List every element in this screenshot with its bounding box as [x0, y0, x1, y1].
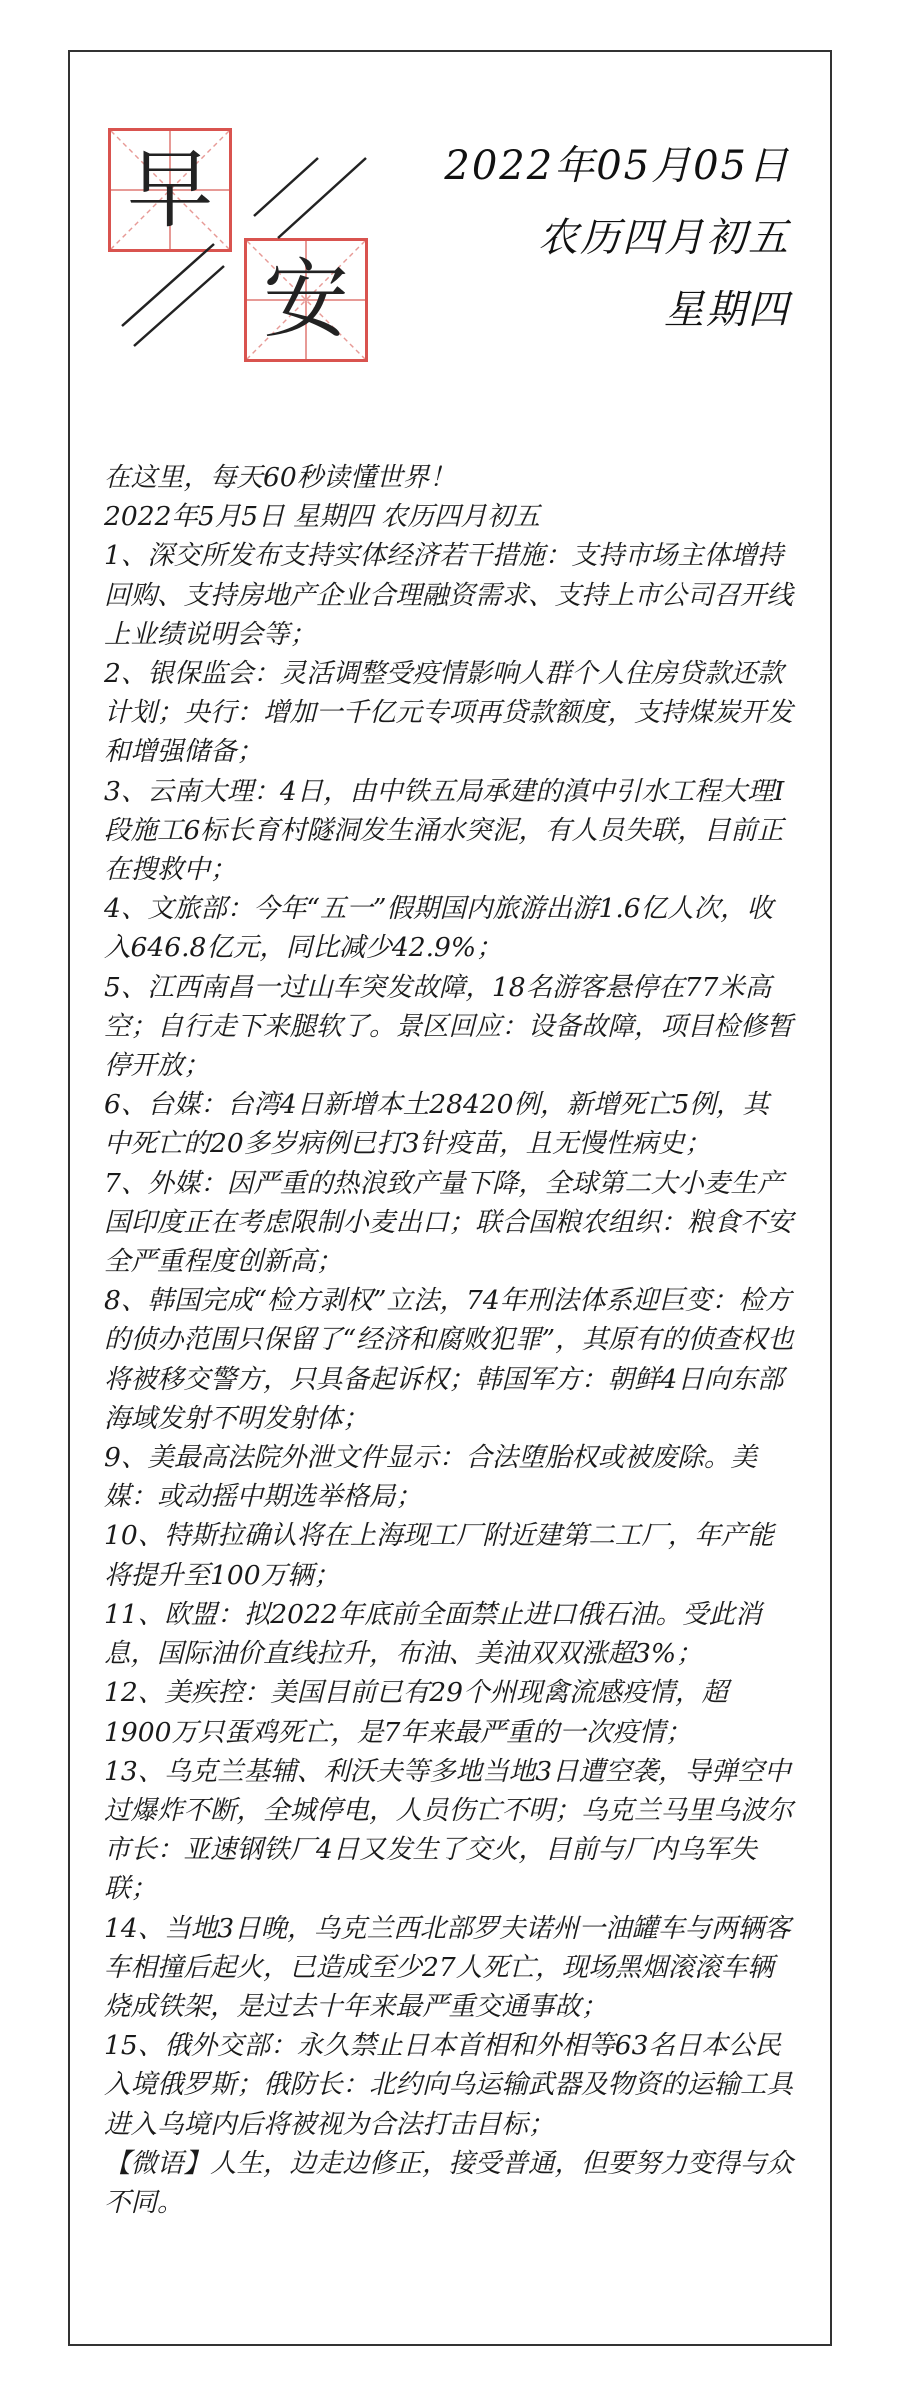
closing-quote: 【微语】人生，边走边修正，接受普通，但要努力变得与众不同。 [104, 2147, 793, 2218]
news-item: 3、云南大理：4日，由中铁五局承建的滇中引水工程大理Ⅰ段施工6标长育村隧洞发生涌水突泥，有人员失联，目前正在搜救中； [104, 775, 785, 886]
news-item: 4、文旅部：今年“五一”假期国内旅游出游1.6亿人次，收入646.8亿元，同比减少42.9%； [104, 893, 774, 964]
an-character: 安 [263, 250, 349, 350]
news-item: 13、乌克兰基辅、利沃夫等多地当地3日遭空袭，导弹空中过爆炸不断，全城停电，人员伤亡不明；乌克兰马里乌波尔市长：亚速钢铁厂4日又发生了交火，目前与厂内乌军失联； [104, 1755, 793, 1905]
date-block [444, 130, 790, 346]
news-content [104, 458, 794, 2222]
news-item: 2、银保监会：灵活调整受疫情影响人群个人住房贷款还款计划；央行：增加一千亿元专项再贷款额度，支持煤炭开发和增强储备； [104, 658, 793, 768]
zao-character: 早 [127, 140, 213, 240]
news-item: 11、欧盟：拟2022年底前全面禁止进口俄石油。受此消息，国际油价直线拉升，布油、美油双双涨超3%； [104, 1598, 762, 1670]
gregorian-date: 2022年05月05日 [444, 143, 790, 189]
news-item: 15、俄外交部：永久禁止日本首相和外相等63名日本公民入境俄罗斯；俄防长：北约向乌运输武器及物资的运输工具进入乌境内后将被视为合法打击目标； [104, 2030, 793, 2140]
intro-line: 在这里，每天60秒读懂世界！ [104, 462, 456, 493]
news-item: 10、特斯拉确认将在上海现工厂附近建第二工厂，年产能将提升至100万辆； [104, 1520, 774, 1591]
date-line: 2022年5月5日 星期四 农历四月初五 [104, 501, 541, 533]
news-item: 14、当地3日晚，乌克兰西北部罗夫诺州一油罐车与两辆客车相撞后起火，已造成至少27人死亡，现场黑烟滚滚车辆烧成铁架，是过去十年来最严重交通事故； [104, 1912, 791, 2022]
news-item: 12、美疾控：美国目前已有29个州现禽流感疫情，超1900万只蛋鸡死亡，是7年来最严重的一次疫情； [104, 1677, 728, 1748]
news-item: 5、江西南昌一过山车突发故障，18名游客悬停在77米高空；自行走下来腿软了。景区回应：设备故障，项目检修暂停开放； [104, 971, 793, 1082]
lunar-date: 农历四月初五 [538, 215, 790, 261]
weekday: 星期四 [664, 287, 790, 333]
news-item: 1、深交所发布支持实体经济若干措施：支持市场主体增持回购、支持房地产企业合理融资需求、支持上市公司召开线上业绩说明会等； [104, 540, 793, 650]
news-item: 9、美最高法院外泄文件显示：合法堕胎权或被废除。美媒：或动摇中期选举格局； [104, 1442, 757, 1513]
news-item: 7、外媒：因严重的热浪致产量下降，全球第二大小麦生产国印度正在考虑限制小麦出口；联合国粮农组织：粮食不安全严重程度创新高； [104, 1167, 793, 1278]
news-item: 6、台媒：台湾4日新增本土28420例，新增死亡5例，其中死亡的20多岁病例已打3针疫苗，且无慢性病史； [104, 1089, 769, 1160]
decorative-slashes [108, 128, 378, 368]
news-item: 8、韩国完成“检方剥权”立法，74年刑法体系迎巨变：检方的侦办范围只保留了“经济和腐败犯罪”，其原有的侦查权也将被移交警方，只具备起诉权；韩国军方：朝鲜4日向东部海域发射不明发射体； [104, 1285, 794, 1434]
